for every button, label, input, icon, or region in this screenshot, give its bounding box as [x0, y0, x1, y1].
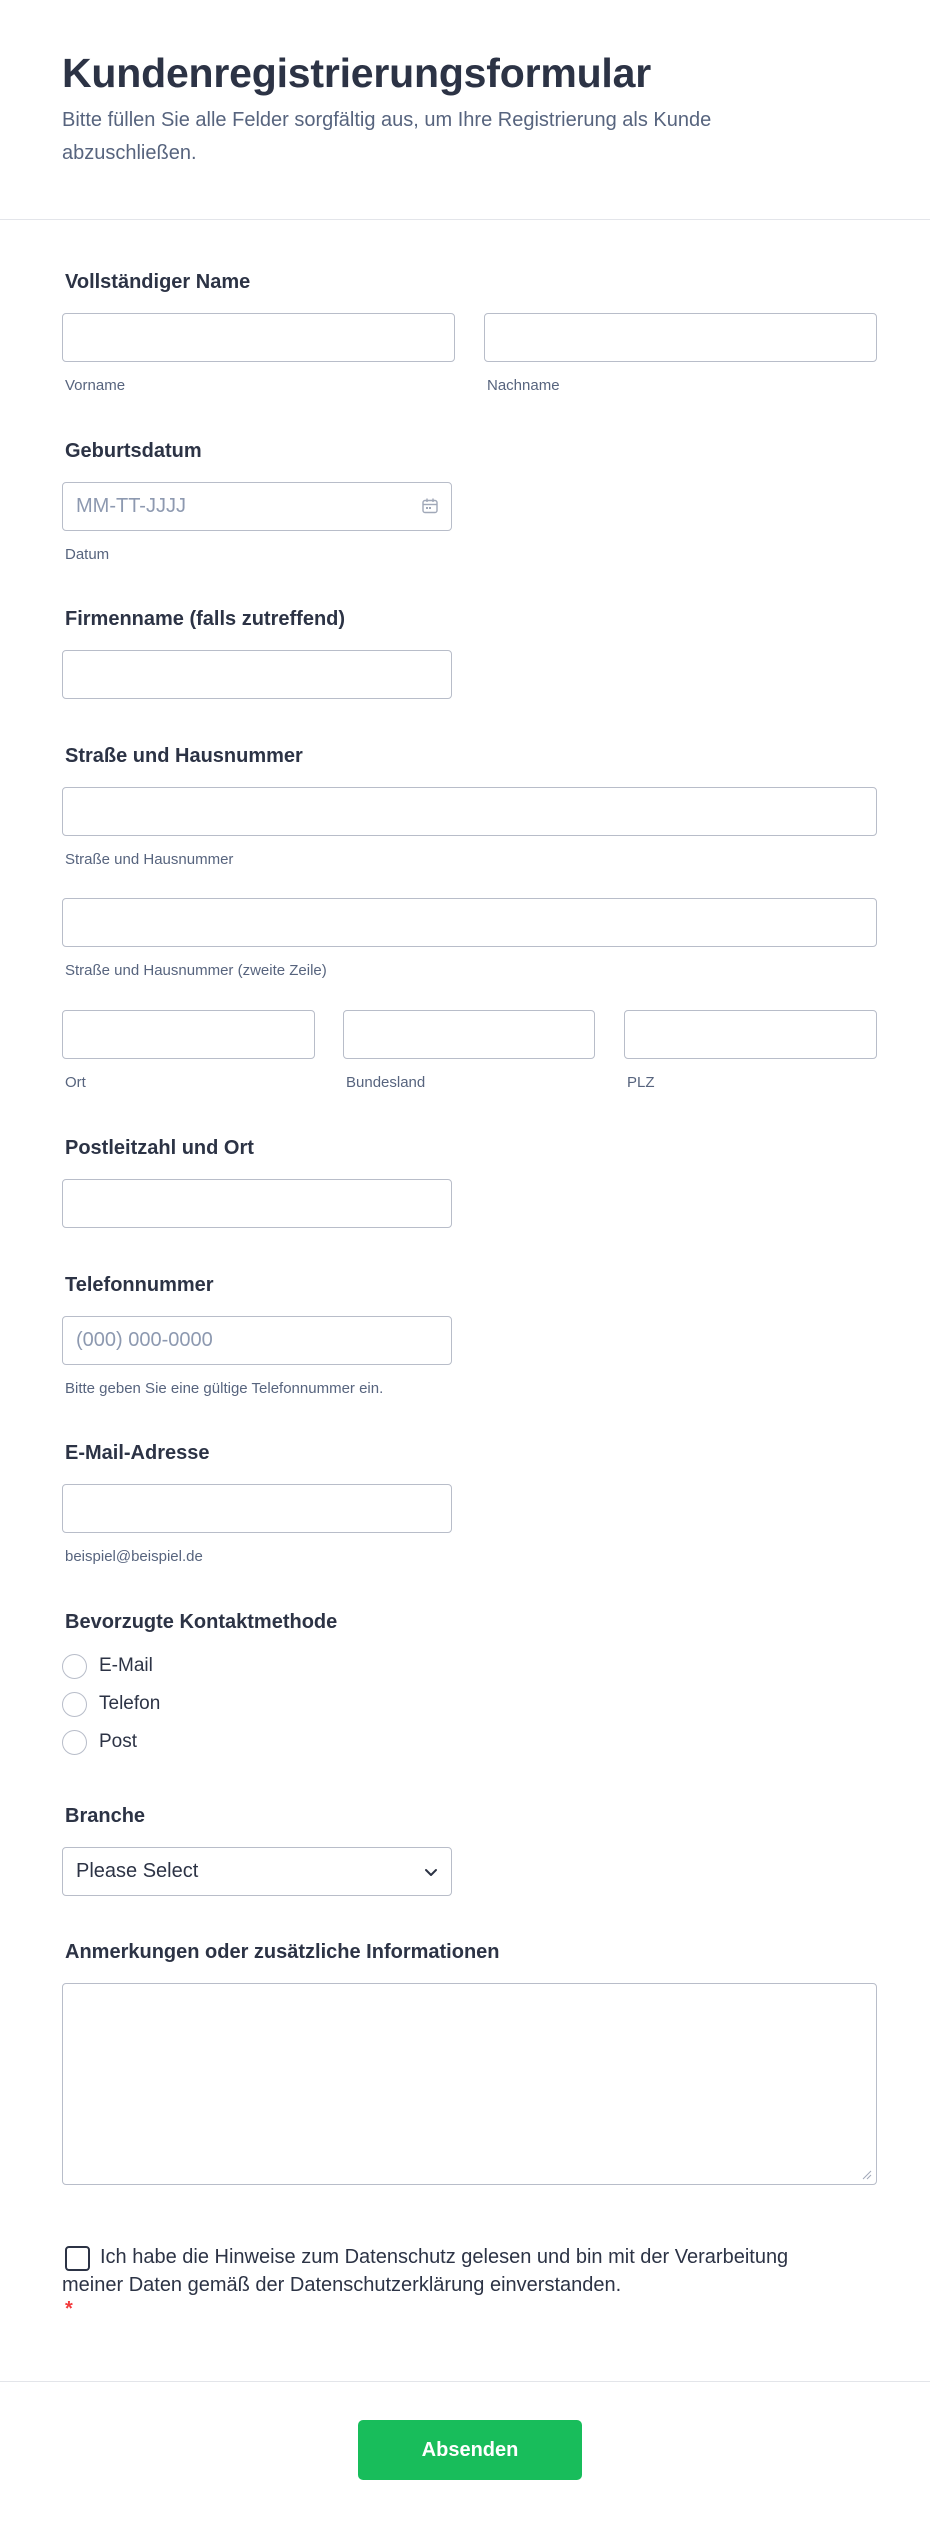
radio-label: E-Mail [99, 1655, 153, 1676]
notes-label: Anmerkungen oder zusätzliche Informationen [65, 1941, 500, 1963]
street-line2-sublabel: Straße und Hausnummer (zweite Zeile) [65, 962, 327, 979]
notes-textarea[interactable] [62, 1983, 877, 2185]
street-line1-sublabel: Straße und Hausnummer [65, 851, 234, 868]
page-subtitle: Bitte füllen Sie alle Felder sorgfältig aus, um Ihre Registrierung als Kunde abzuschließen. [62, 109, 712, 164]
consent-text: Ich habe die Hinweise zum Datenschutz gelesen und bin mit der Verarbeitung meiner Daten gemäß der Datenschutzerklärung einverstanden. [62, 2246, 789, 2296]
phone-sublabel: Bitte geben Sie eine gültige Telefonnummer ein. [65, 1380, 384, 1397]
last-name-sublabel: Nachname [487, 377, 560, 394]
first-name-input[interactable] [62, 313, 455, 362]
last-name-input[interactable] [484, 313, 877, 362]
phone-placeholder: (000) 000-0000 [76, 1329, 213, 1351]
email-input[interactable] [62, 1484, 452, 1533]
radio-label: Post [99, 1731, 138, 1752]
page-title: Kundenregistrierungsformular [62, 50, 651, 96]
radio-option-phone[interactable] [62, 1689, 160, 1719]
postal-label: Postleitzahl und Ort [65, 1137, 254, 1159]
submit-button[interactable]: Absenden [358, 2420, 582, 2480]
full-name-label: Vollständiger Name [65, 271, 251, 293]
birthdate-input[interactable] [62, 482, 452, 531]
contact-method-label: Bevorzugte Kontaktmethode [65, 1611, 338, 1633]
required-asterisk: * [65, 2298, 73, 2320]
zip-sublabel: PLZ [627, 1074, 655, 1091]
industry-label: Branche [65, 1805, 146, 1827]
birthdate-placeholder: MM-TT-JJJJ [76, 495, 186, 517]
radio-button[interactable] [62, 1654, 87, 1679]
city-input[interactable] [62, 1010, 315, 1059]
chevron-down-icon [423, 1864, 439, 1880]
footer-divider [0, 2381, 930, 2382]
form-header [0, 0, 930, 220]
birthdate-label: Geburtsdatum [65, 440, 202, 462]
state-sublabel: Bundesland [346, 1074, 426, 1091]
radio-option-email[interactable] [62, 1651, 153, 1681]
industry-selected-value: Please Select [76, 1860, 199, 1882]
radio-button[interactable] [62, 1730, 87, 1755]
street-line2-input[interactable] [62, 898, 877, 947]
state-input[interactable] [343, 1010, 595, 1059]
city-sublabel: Ort [65, 1074, 86, 1091]
zip-input[interactable] [624, 1010, 877, 1059]
email-label: E-Mail-Adresse [65, 1442, 210, 1464]
radio-option-post[interactable] [62, 1727, 137, 1757]
birthdate-sublabel: Datum [65, 546, 110, 563]
industry-select[interactable] [62, 1847, 452, 1896]
resize-grip-icon[interactable] [860, 2168, 872, 2180]
street-line1-input[interactable] [62, 787, 877, 836]
address-label: Straße und Hausnummer [65, 745, 303, 767]
phone-label: Telefonnummer [65, 1274, 214, 1296]
postal-input[interactable] [62, 1179, 452, 1228]
email-sublabel: beispiel@beispiel.de [65, 1548, 203, 1565]
radio-button[interactable] [62, 1692, 87, 1717]
phone-input[interactable] [62, 1316, 452, 1365]
radio-label: Telefon [99, 1693, 161, 1714]
calendar-icon[interactable] [421, 497, 439, 515]
company-input[interactable] [62, 650, 452, 699]
first-name-sublabel: Vorname [65, 377, 126, 394]
company-label: Firmenname (falls zutreffend) [65, 608, 346, 630]
